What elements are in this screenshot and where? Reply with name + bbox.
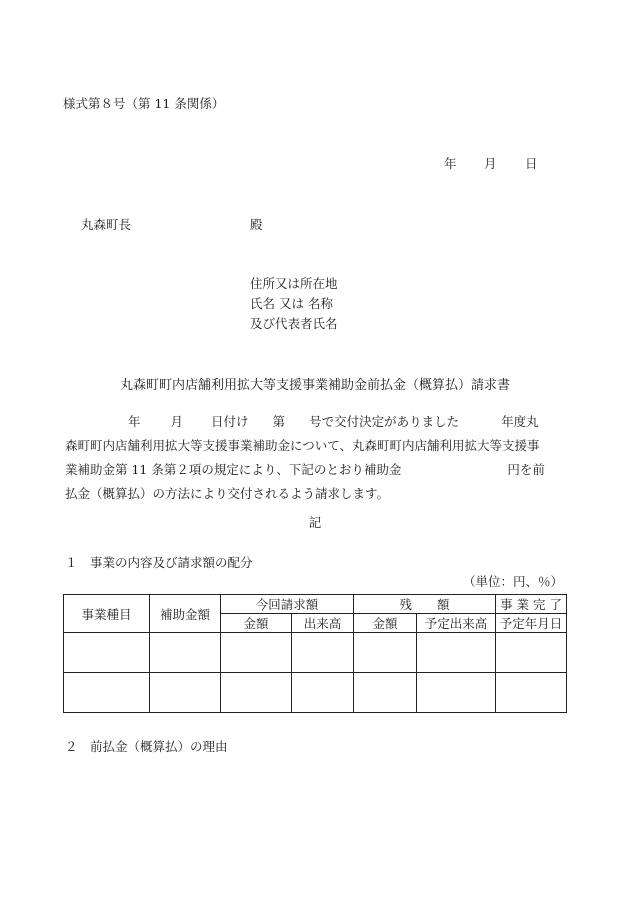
cell-current-amount[interactable] (221, 633, 292, 673)
header-remaining: 残 額 (354, 595, 496, 614)
header-current-request: 今回請求額 (221, 595, 354, 614)
para-line3-text: 業補助金第 11 条第２項の規定により、下記のとおり補助金 (65, 462, 402, 477)
date-year-label: 年 (444, 156, 457, 171)
cell-planned-progress[interactable] (417, 633, 496, 673)
para-decided: 号で交付決定がありました (309, 414, 460, 429)
section2-heading: ２ 前払金（概算払）の理由 (65, 739, 228, 754)
para-yen: 円を前 (507, 462, 545, 477)
subheader-remaining-amount: 金額 (354, 614, 417, 633)
cell-current-done[interactable] (292, 633, 354, 673)
applicant-name-label: 氏名 又は 名称 (250, 296, 333, 311)
cell-current-amount[interactable] (221, 673, 292, 713)
table-row (64, 633, 567, 673)
header-subsidy-amount: 補助金額 (150, 595, 221, 633)
paragraph-line-1 (65, 410, 570, 434)
date-day-label: 日 (525, 156, 538, 171)
cell-subsidy-amount[interactable] (150, 673, 221, 713)
para-year: 年 (128, 414, 141, 429)
allocation-table (63, 594, 567, 713)
cell-subsidy-amount[interactable] (150, 633, 221, 673)
unit-label: （単位：円、％） (462, 574, 563, 589)
subheader-current-amount: 金額 (221, 614, 292, 633)
paragraph-line-3 (65, 458, 570, 482)
table-row (64, 673, 567, 713)
cell-planned-date[interactable] (496, 633, 567, 673)
ki-label: 記 (308, 515, 322, 530)
form-number: 様式第８号（第 11 条関係） (63, 96, 225, 111)
cell-current-done[interactable] (292, 673, 354, 713)
applicant-rep-label: 及び代表者氏名 (250, 316, 338, 331)
para-month: 月 (170, 414, 184, 429)
cell-project-type[interactable] (64, 633, 150, 673)
cell-planned-progress[interactable] (417, 673, 496, 713)
applicant-address-label: 住所又は所在地 (250, 276, 338, 291)
para-dai: 第 (272, 414, 286, 429)
paragraph-line-2: 森町町内店舗利用拡大等支援事業補助金について、丸森町町内店舗利用拡大等支援事 (65, 438, 540, 453)
para-fiscal-year: 年度丸 (501, 414, 539, 429)
para-dated: 日付け (211, 414, 249, 429)
header-completion: 事 業 完 了 (496, 595, 567, 614)
document-title: 丸森町町内店舗利用拡大等支援事業補助金前払金（概算払）請求書 (119, 378, 510, 393)
addressee-honorific: 殿 (250, 217, 263, 232)
subheader-planned-date: 予定年月日 (496, 614, 567, 633)
paragraph-line-4: 払金（概算払）の方法により交付されるよう請求します。 (65, 486, 390, 501)
cell-planned-date[interactable] (496, 673, 567, 713)
subheader-planned-progress: 予定出来高 (417, 614, 496, 633)
date-month-label: 月 (484, 156, 497, 171)
request-paragraph (65, 410, 570, 506)
subheader-current-done: 出来高 (292, 614, 354, 633)
cell-remaining-amount[interactable] (354, 673, 417, 713)
cell-remaining-amount[interactable] (354, 633, 417, 673)
cell-project-type[interactable] (64, 673, 150, 713)
addressee-name: 丸森町長 (81, 217, 132, 232)
header-project-type: 事業種目 (64, 595, 150, 633)
section1-heading: １ 事業の内容及び請求額の配分 (65, 555, 253, 570)
